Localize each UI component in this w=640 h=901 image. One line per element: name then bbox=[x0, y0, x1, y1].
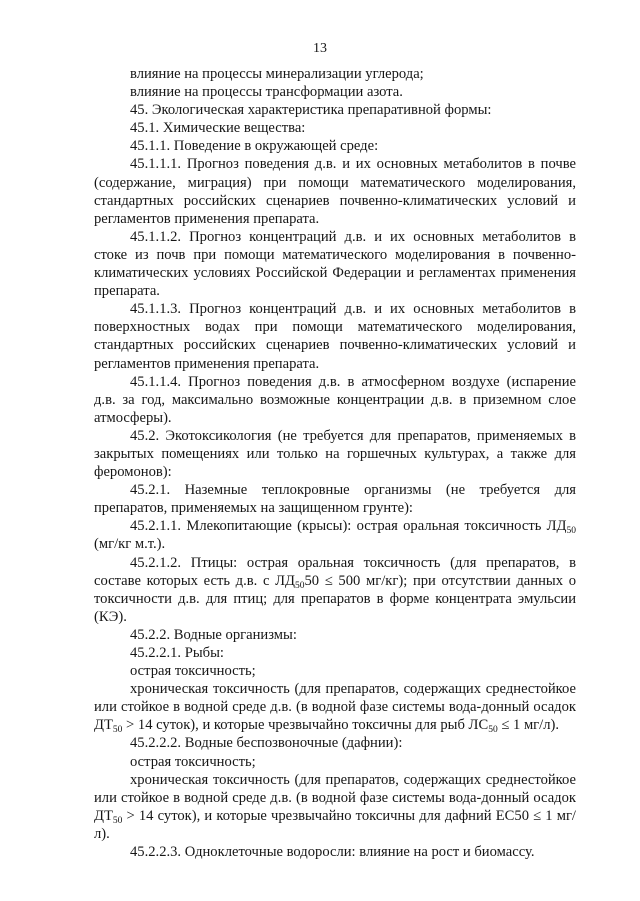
paragraph-nitrogen-transformation: влияние на процессы трансформации азота. bbox=[130, 84, 403, 101]
page-number: 13 bbox=[313, 41, 327, 56]
section-heading-45-1: 45.1. Химические вещества: bbox=[130, 120, 306, 137]
paragraph-45-1-1-4: 45.1.1.4. Прогноз поведения д.в. в атмосферном воздухе (испарение д.в. за год, максимально возможные концентрации д.в. в приземном слое атмосферы). bbox=[94, 373, 576, 426]
paragraph-45-2-2-3: 45.2.2.3. Одноклеточные водоросли: влияние на рост и биомассу. bbox=[130, 844, 535, 861]
text-part: (мг/кг м.т.). bbox=[94, 536, 166, 553]
section-heading-45-1-1: 45.1.1. Поведение в окружающей среде: bbox=[130, 138, 379, 155]
subscript: 50 bbox=[112, 815, 123, 826]
paragraph-chronic-toxicity-fish bbox=[94, 680, 576, 734]
paragraph-45-2-1-1 bbox=[94, 517, 576, 553]
text-part: 45.2.1.2. Птицы: острая оральная токсичность (для препаратов, в составе которых есть д.в. с ЛД bbox=[94, 554, 576, 589]
list-item-acute-toxicity-daphnia: острая токсичность; bbox=[130, 753, 256, 770]
paragraph-45-2-1-2 bbox=[94, 554, 576, 626]
subscript: 50 bbox=[566, 526, 576, 537]
section-heading-45-2-2: 45.2.2. Водные организмы: bbox=[130, 626, 297, 643]
text-part: хроническая токсичность (для препаратов, содержащих среднестойкое или стойкое в водной среде д.в. (в водной фазе системы вода-донный осадок ДТ bbox=[94, 771, 576, 824]
text-part: 45.2.1.1. Млекопитающие (крысы): острая оральная токсичность ЛД bbox=[130, 518, 567, 535]
paragraph-45-1-1-2: 45.1.1.2. Прогноз концентраций д.в. и их основных метаболитов в стоке из почв при помощи математического моделирования в почвенно-климатических условиях Российской Федерации и регламентах применения препарата. bbox=[94, 228, 576, 300]
section-heading-45-2-2-1: 45.2.2.1. Рыбы: bbox=[130, 645, 224, 661]
text-part: 50 ≤ 500 мг/кг); при отсутствии данных о токсичности д.в. для птиц; для препаратов в форме концентрата эмульсии (КЭ). bbox=[94, 572, 576, 625]
document-body bbox=[94, 65, 576, 861]
section-heading-45: 45. Экологическая характеристика препаративной формы: bbox=[130, 102, 492, 119]
text-part: > 14 суток), и которые чрезвычайно токсичны для рыб ЛС bbox=[122, 717, 489, 734]
subscript: 50 bbox=[488, 725, 498, 736]
paragraph-chronic-toxicity-daphnia bbox=[94, 771, 576, 843]
paragraph-45-2-1: 45.2.1. Наземные теплокровные организмы (не требуется для препаратов, применяемых на защищенном грунте): bbox=[94, 482, 576, 517]
section-heading-45-2-2-2: 45.2.2.2. Водные беспозвоночные (дафнии): bbox=[130, 735, 403, 752]
paragraph-45-1-1-1: 45.1.1.1. Прогноз поведения д.в. и их основных метаболитов в почве (содержание, миграция) при помощи математического моделирования, стандартных российских сценариев почвенно-климатических условий и регламентов применения препарата. bbox=[94, 156, 576, 227]
list-item-acute-toxicity-fish: острая токсичность; bbox=[130, 663, 256, 680]
text-part: ≤ 1 мг/л). bbox=[497, 717, 560, 734]
text-part: хроническая токсичность (для препаратов, содержащих среднестойкое или стойкое в водной среде д.в. (в водной фазе системы вода-донный осадок ДТ bbox=[94, 681, 576, 734]
paragraph-45-2: 45.2. Экотоксикология (не требуется для препаратов, применяемых в закрытых помещениях или только на горшечных культурах, а также для феромонов): bbox=[94, 427, 576, 481]
paragraph-45-1-1-3: 45.1.1.3. Прогноз концентраций д.в. и их основных метаболитов в поверхностных водах при помощи математического моделирования, стандартных российских сценариев почвенно-климатических условий и регламентов применения препарата. bbox=[94, 301, 576, 372]
paragraph-carbon-mineralization: влияние на процессы минерализации углерода; bbox=[130, 66, 424, 82]
subscript: 50 bbox=[112, 725, 123, 736]
subscript: 50 bbox=[294, 580, 305, 591]
text-part: > 14 суток), и которые чрезвычайно токсичны для дафний ЕС50 ≤ 1 мг/л). bbox=[94, 807, 576, 842]
